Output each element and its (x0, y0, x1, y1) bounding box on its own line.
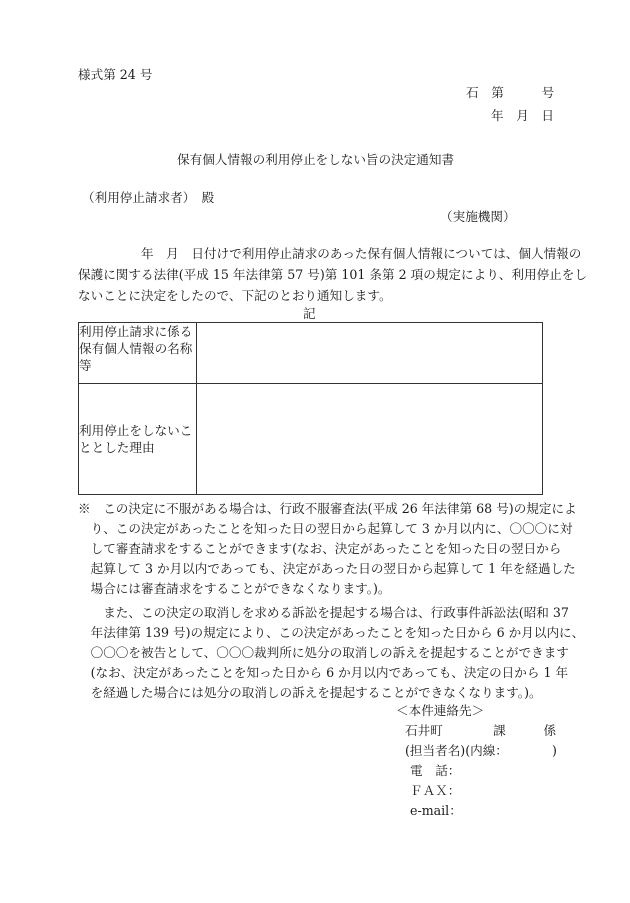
table-row (79, 384, 543, 495)
contact-person: (担当者名)(内線： ) (405, 743, 557, 758)
table-row (79, 323, 543, 384)
note-line: ※ この決定に不服がある場合は、行政不服審査法(平成 26 年法律第 68 号)の規定によ (78, 501, 577, 516)
note-line: して審査請求をすることができます(なお、決定があったことを知った日の翌日から (78, 541, 562, 556)
issue-date: 年 月 日 (491, 108, 554, 123)
note-line: 場合には審査請求をすることができなくなります。)。 (78, 581, 391, 596)
addressee: （利用停止請求者） 殿 (82, 190, 215, 205)
issuing-agency: （実施機関） (440, 209, 516, 224)
info-table (78, 322, 543, 495)
contact-email: e-mail： (410, 803, 462, 818)
body-line: ないことに決定をしたので、下記のとおり通知します。 (78, 288, 392, 303)
contact-phone: 電 話： (410, 763, 461, 778)
note-line: り、この決定があったことを知った日の翌日から起算して 3 か月以内に、〇〇〇に対 (78, 521, 573, 536)
body-line: 年 月 日付けで利用停止請求のあった保有個人情報については、個人情報の (78, 246, 582, 261)
note-line: を経過した場合には処分の取消しの訴えを提起することができなくなります。)。 (78, 685, 542, 700)
row-label-target-info: 利用停止請求に係る 保有個人情報の名称 等 (79, 323, 197, 384)
note-line: 〇〇〇を被告として、〇〇〇裁判所に処分の取消しの訴えを提起することができます (78, 645, 569, 660)
row-label-reason: 利用停止をしないこ ととした理由 (79, 384, 197, 495)
contact-fax: ＦＡＸ： (410, 783, 461, 798)
note-line: また、この決定の取消しを求める訴訟を提起する場合は、行政事件訴訟法(昭和 37 (78, 605, 569, 620)
form-number: 様式第 24 号 (78, 67, 153, 82)
note-line: (なお、決定があったことを知った日から 6 か月以内であっても、決定の日から 1 年 (78, 665, 569, 680)
note-line: 起算して 3 か月以内であっても、決定があった日の翌日から起算して 1 年を経過した (78, 561, 576, 576)
body-line: 保護に関する法律(平成 15 年法律第 57 号)第 101 条第 2 項の規定により、利用停止をし (78, 267, 587, 282)
document-title: 保有個人情報の利用停止をしない旨の決定通知書 (177, 152, 455, 167)
contact-department: 石井町 課 係 (405, 723, 557, 738)
row-value-target-info (197, 323, 543, 384)
note-line: 年法律第 139 号)の規定により、この決定があったことを知った日から 6 か月以内に、 (78, 625, 585, 640)
ki-heading: 記 (303, 306, 316, 321)
row-value-reason (197, 384, 543, 495)
contact-heading: ＜本件連絡先＞ (396, 703, 485, 718)
document-number: 石 第 号 (466, 85, 555, 100)
